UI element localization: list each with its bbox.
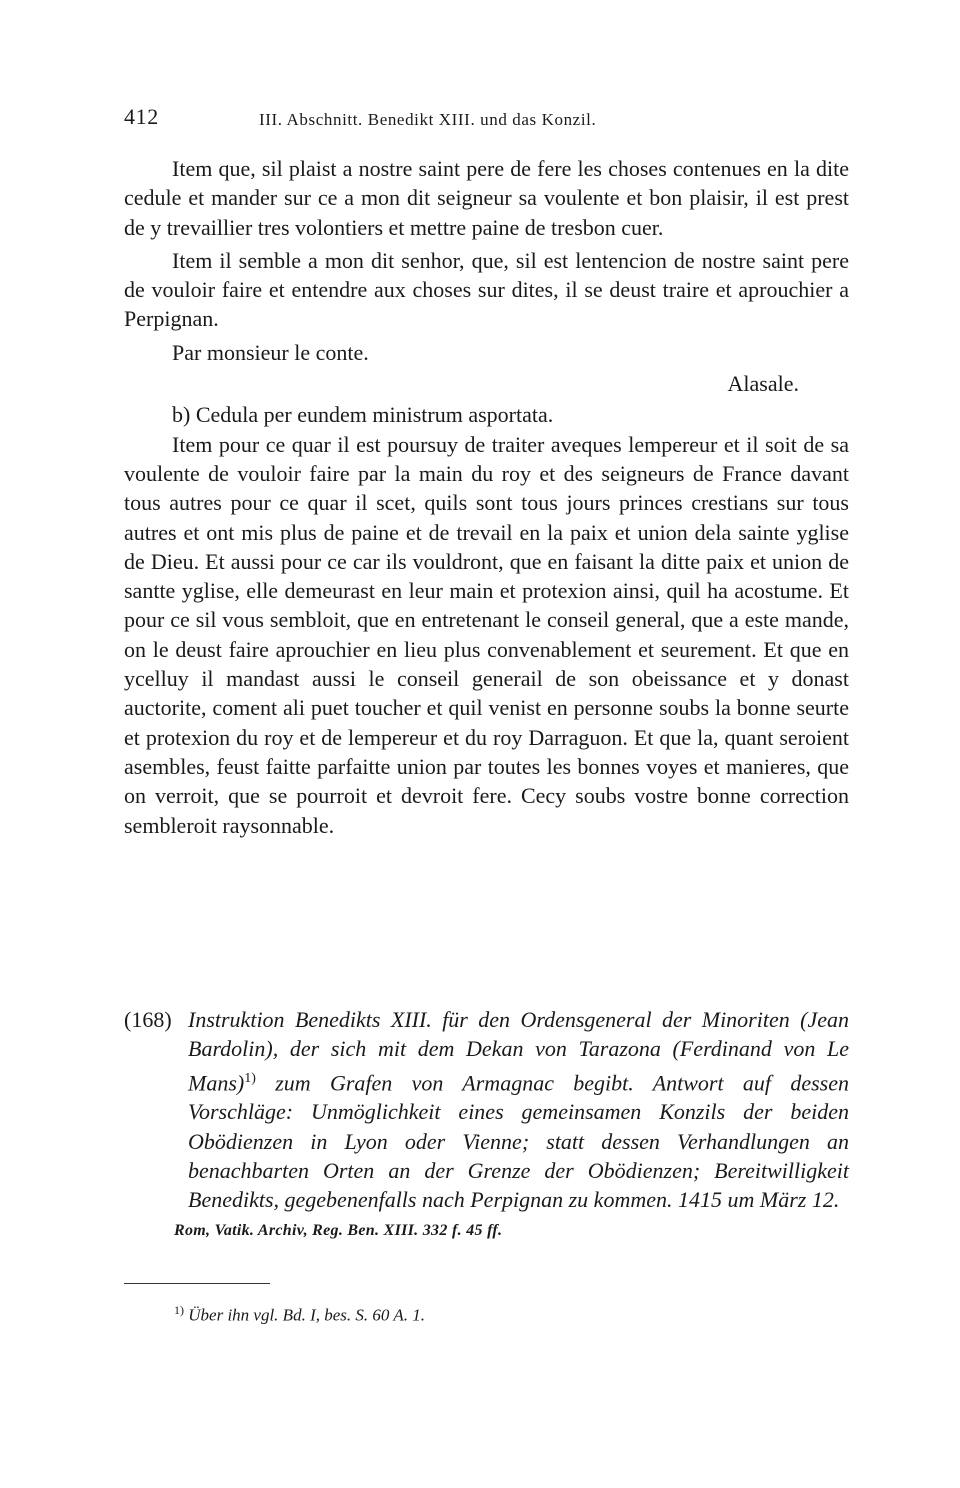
document-body [124, 154, 849, 840]
footnote-mark: 1) [174, 1303, 184, 1317]
signature: Alasale. [727, 371, 799, 397]
footnote-divider [124, 1283, 270, 1284]
footnote [174, 1303, 425, 1326]
footnote-text: Über ihn vgl. Bd. I, bes. S. 60 A. 1. [184, 1305, 425, 1325]
sub-heading: b) Cedula per eundem ministrum asportata. [172, 402, 554, 428]
entry-summary-text: Instruktion Benedikts XIII. für den Ordensgeneral der Minoriten (Jean Bardolin), der sich mit dem Dekan von Tarazona (Ferdinand von Le Mans) [188, 1007, 849, 1095]
paragraph: Par monsieur le conte. [172, 339, 369, 365]
paragraph: Item pour ce quar il est poursuy de traiter aveques lempereur et il soit de sa voulente de vouloir faire par la main du roy et des seigneurs de France davant tous autres pour ce quar il scet, quils sont tous jours princes crestians sur tous autres et ont mis plus de paine et de trevail en la paix et union dela sainte yglise de Dieu. Et aussi pour ce car ils vouldront, que en faisant la ditte paix et union de santte yglise, elle demeurast en leur main et protexion ainsi, quil ha acostume. Et pour ce sil vous sembloit, que en entretenant le conseil general, que a este mande, on le deust faire aprouchier en lieu plus convenablement et seurement. Et que en ycelluy il mandast aussi le conseil generail de son obeissance et y donast auctorite, coment ali puet toucher et quil venist en personne soubs la bonne seurte et protexion du roy et de lempereur et du roy Darraguon. Et que la, quant seroient asembles, feust faitte parfaitte union par toutes les bonnes voyes et manieres, que on verroit, que se pourroit et devroit fere. Cecy soubs vostre bonne correction sembleroit raysonnable. [124, 431, 849, 838]
page-header [124, 104, 849, 134]
document-entry [124, 1005, 849, 1246]
entry-summary-text: zum Grafen von Armagnac begibt. Antwort auf dessen Vorschläge: Unmöglichkeit eines gemeinsamen Konzils der beiden Obödienzen in Lyon oder Vienne; statt dessen Verhandlungen an benachbarten Orten an der Grenze der Obödienzen; Bereitwilligkeit Benedikts, gegebenenfalls nach Perpignan zu kommen. 1415 um März 12. [188, 1069, 849, 1213]
running-head: III. Abschnitt. Benedikt XIII. und das Konzil. [259, 110, 597, 129]
paragraph: Item que, sil plaist a nostre saint pere de fere les choses contenues en la dite cedule et mander sur ce a mon dit seigneur sa voulente et bon plaisir, il est prest de y trevaillier tres volontiers et mettre paine de tresbon cuer. [124, 156, 849, 240]
paragraph: Item il semble a mon dit senhor, que, sil est lentencion de nostre saint pere de vouloir faire et entendre aux choses sur dites, il se deust traire et aprouchier a Perpignan. [124, 247, 849, 332]
page-number: 412 [124, 104, 159, 129]
archival-source: Rom, Vatik. Archiv, Reg. Ben. XIII. 332 f. 45 ff. [174, 1222, 503, 1240]
entry-number: (168) [124, 1007, 172, 1032]
footnote-reference: 1) [244, 1070, 256, 1086]
entry-summary [188, 1005, 849, 1214]
